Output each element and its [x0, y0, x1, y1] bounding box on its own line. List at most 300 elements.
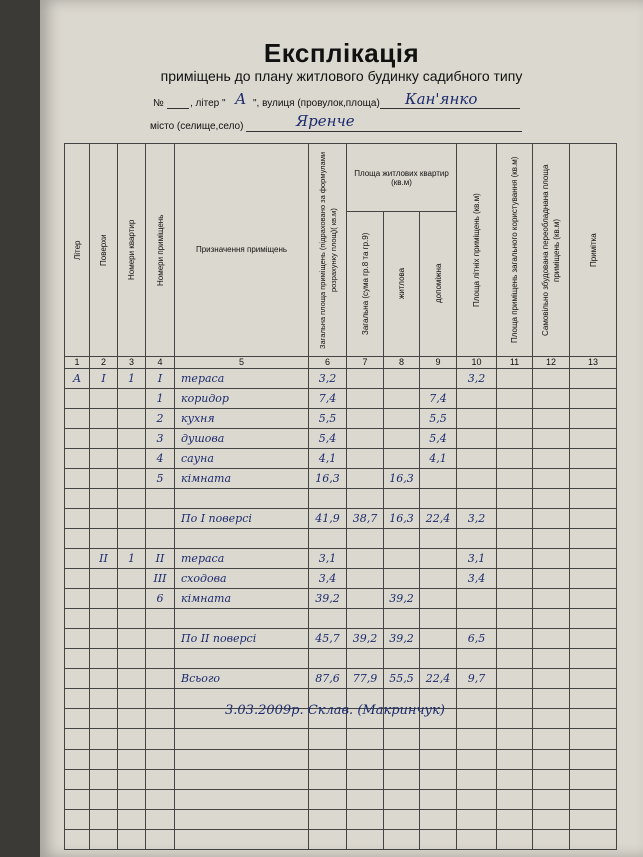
empty-cell: [533, 569, 570, 589]
col-number: 7: [347, 356, 384, 368]
table-row: [65, 428, 617, 448]
empty-cell: [175, 769, 309, 789]
empty-cell: [457, 769, 497, 789]
cell-value: III: [153, 572, 167, 586]
header-room-numbers: Номери приміщень: [155, 214, 165, 286]
empty-cell: [497, 428, 533, 448]
cell-c7: [347, 408, 384, 428]
cell-c2: [90, 508, 118, 528]
cell-c4: [146, 649, 175, 669]
street-label: ", вулиця (провулок,площа): [253, 98, 380, 109]
empty-cell: [457, 829, 497, 849]
empty-row: [65, 789, 617, 809]
cell-c10: [457, 549, 497, 569]
empty-cell: [570, 448, 617, 468]
cell-c2: [90, 468, 118, 488]
empty-cell: [497, 508, 533, 528]
empty-cell: [146, 729, 175, 749]
cell-c8: [384, 569, 420, 589]
empty-cell: [570, 508, 617, 528]
empty-cell: [570, 749, 617, 769]
empty-cell: [533, 368, 570, 388]
cell-c2: [90, 549, 118, 569]
col-number: 11: [497, 356, 533, 368]
cell-c6: [309, 408, 347, 428]
empty-cell: [118, 749, 146, 769]
cell-c5: [175, 428, 309, 448]
header-note: Примітка: [588, 232, 598, 267]
empty-cell: [570, 549, 617, 569]
city-blank: [246, 117, 522, 132]
cell-c10: [457, 508, 497, 528]
cell-c1: [65, 508, 90, 528]
cell-value: 3,1: [318, 552, 337, 566]
cell-value: 5,5: [318, 411, 337, 425]
cell-c3: [118, 649, 146, 669]
empty-cell: [497, 529, 533, 549]
cell-value: сходова: [181, 572, 227, 586]
cell-c2: [90, 448, 118, 468]
empty-cell: [533, 468, 570, 488]
empty-cell: [457, 689, 497, 709]
cell-value: кімната: [181, 592, 231, 606]
empty-cell: [497, 388, 533, 408]
cell-c1: [65, 669, 90, 689]
empty-row: [65, 729, 617, 749]
cell-c6: [309, 448, 347, 468]
empty-cell: [118, 829, 146, 849]
cell-c5: [175, 609, 309, 629]
cell-c7: [347, 448, 384, 468]
empty-cell: [533, 829, 570, 849]
cell-c3: [118, 448, 146, 468]
cell-c9: [420, 589, 457, 609]
empty-cell: [533, 789, 570, 809]
cell-c3: [118, 428, 146, 448]
empty-cell: [457, 789, 497, 809]
cell-c10: [457, 468, 497, 488]
empty-cell: [309, 749, 347, 769]
cell-c2: [90, 649, 118, 669]
cell-c2: [90, 428, 118, 448]
cell-c7: [347, 368, 384, 388]
header-total-area: Загальна площа приміщень (підраховано за формулами розрахунку площ)( кв.м): [317, 151, 338, 349]
cell-c8: [384, 428, 420, 448]
empty-cell: [533, 669, 570, 689]
empty-cell: [457, 749, 497, 769]
empty-cell: [65, 789, 90, 809]
cell-c6: [309, 488, 347, 508]
cell-c8: [384, 448, 420, 468]
empty-cell: [497, 789, 533, 809]
empty-cell: [533, 549, 570, 569]
table-row: [65, 408, 617, 428]
cell-c10: [457, 609, 497, 629]
header-living-area-group: Площа житлових квартир (кв.м): [354, 168, 449, 187]
empty-cell: [570, 769, 617, 789]
empty-row: [65, 749, 617, 769]
empty-cell: [175, 749, 309, 769]
empty-cell: [146, 809, 175, 829]
cell-c2: [90, 629, 118, 649]
empty-cell: [533, 408, 570, 428]
col-number: 13: [570, 356, 617, 368]
empty-cell: [347, 829, 384, 849]
cell-c9: [420, 669, 457, 689]
col-number: 1: [65, 356, 90, 368]
cell-c7: [347, 468, 384, 488]
cell-c8: [384, 549, 420, 569]
cell-value: 5: [156, 471, 164, 485]
cell-c9: [420, 408, 457, 428]
cell-value: 4: [156, 451, 164, 465]
cell-c9: [420, 448, 457, 468]
empty-cell: [497, 488, 533, 508]
cell-c5: [175, 508, 309, 528]
empty-cell: [90, 789, 118, 809]
cell-c1: [65, 549, 90, 569]
empty-cell: [570, 589, 617, 609]
empty-cell: [533, 809, 570, 829]
cell-value: 39,2: [315, 592, 340, 606]
empty-cell: [420, 769, 457, 789]
empty-cell: [533, 448, 570, 468]
cell-c5: [175, 669, 309, 689]
empty-cell: [175, 729, 309, 749]
empty-cell: [570, 689, 617, 709]
cell-c8: [384, 508, 420, 528]
empty-cell: [65, 689, 90, 709]
empty-cell: [420, 729, 457, 749]
cell-c4: [146, 428, 175, 448]
cell-value: 1: [128, 371, 135, 385]
cell-value: 7,4: [429, 391, 447, 405]
table-row: [65, 388, 617, 408]
cell-c6: [309, 609, 347, 629]
empty-row: [65, 829, 617, 849]
cell-value: II: [99, 552, 108, 566]
table-row: [65, 549, 617, 569]
table-row: [65, 629, 617, 649]
cell-value: коридор: [181, 391, 229, 405]
cell-c2: [90, 488, 118, 508]
cell-c10: [457, 589, 497, 609]
empty-cell: [65, 729, 90, 749]
table-row: [65, 368, 617, 388]
empty-cell: [497, 809, 533, 829]
number-blank: [167, 94, 189, 109]
cell-c3: [118, 589, 146, 609]
empty-cell: [497, 589, 533, 609]
cell-c5: [175, 388, 309, 408]
empty-cell: [570, 428, 617, 448]
empty-cell: [175, 789, 309, 809]
cell-c8: [384, 408, 420, 428]
cell-c5: [175, 529, 309, 549]
cell-c9: [420, 468, 457, 488]
cell-c4: [146, 629, 175, 649]
empty-cell: [309, 829, 347, 849]
cell-c3: [118, 468, 146, 488]
empty-cell: [533, 629, 570, 649]
empty-cell: [347, 769, 384, 789]
cell-value: 5,5: [429, 411, 447, 425]
cell-c2: [90, 388, 118, 408]
cell-value: 9,7: [467, 672, 486, 686]
cell-c10: [457, 428, 497, 448]
cell-value: 1: [128, 552, 135, 566]
cell-c4: [146, 488, 175, 508]
empty-cell: [497, 408, 533, 428]
cell-c6: [309, 569, 347, 589]
cell-c5: [175, 488, 309, 508]
cell-c1: [65, 428, 90, 448]
cell-c6: [309, 508, 347, 528]
cell-value: 5,4: [429, 431, 447, 445]
col-number: 10: [457, 356, 497, 368]
cell-value: 6: [156, 592, 164, 606]
empty-cell: [65, 809, 90, 829]
col-number: 12: [533, 356, 570, 368]
cell-c7: [347, 529, 384, 549]
header-apartment-numbers: Номери квартир: [127, 219, 136, 280]
cell-value: 77,9: [352, 672, 378, 686]
cell-c3: [118, 529, 146, 549]
cell-c1: [65, 569, 90, 589]
cell-c1: [65, 589, 90, 609]
empty-cell: [146, 689, 175, 709]
cell-c8: [384, 368, 420, 388]
cell-c10: [457, 368, 497, 388]
empty-cell: [118, 789, 146, 809]
col-number: 4: [146, 356, 175, 368]
cell-c9: [420, 508, 457, 528]
cell-c9: [420, 609, 457, 629]
cell-c9: [420, 649, 457, 669]
cell-c2: [90, 569, 118, 589]
cell-c9: [420, 428, 457, 448]
cell-value: 45,7: [315, 632, 340, 646]
cell-c6: [309, 388, 347, 408]
empty-cell: [384, 809, 420, 829]
cell-c1: [65, 448, 90, 468]
empty-cell: [384, 789, 420, 809]
table-row: [65, 529, 617, 549]
empty-cell: [65, 769, 90, 789]
cell-c1: [65, 529, 90, 549]
empty-cell: [90, 709, 118, 729]
empty-cell: [497, 468, 533, 488]
cell-c8: [384, 609, 420, 629]
cell-c1: [65, 609, 90, 629]
empty-cell: [533, 529, 570, 549]
empty-cell: [175, 829, 309, 849]
cell-c2: [90, 408, 118, 428]
empty-cell: [533, 689, 570, 709]
cell-c10: [457, 669, 497, 689]
cell-c4: [146, 669, 175, 689]
cell-c4: [146, 508, 175, 528]
cell-value: 22,4: [425, 511, 451, 525]
empty-cell: [570, 629, 617, 649]
cell-value: 5,4: [318, 431, 337, 445]
cell-c6: [309, 629, 347, 649]
empty-cell: [533, 589, 570, 609]
empty-cell: [570, 368, 617, 388]
empty-cell: [570, 649, 617, 669]
cell-value: Всього: [181, 672, 221, 686]
empty-cell: [533, 488, 570, 508]
cell-value: 41,9: [315, 511, 340, 525]
cell-c9: [420, 549, 457, 569]
empty-cell: [497, 609, 533, 629]
signature-line: 3.03.2009р. Склав. (Макринчук): [225, 703, 445, 718]
cell-c8: [384, 669, 420, 689]
empty-cell: [309, 729, 347, 749]
cell-value: По II поверсі: [181, 632, 257, 646]
header-summer-area: Площа літніх приміщень (кв.м): [472, 192, 482, 307]
empty-cell: [497, 689, 533, 709]
cell-value: 7,4: [318, 391, 337, 405]
cell-c4: [146, 609, 175, 629]
cell-value: 3,1: [467, 552, 486, 566]
cell-c6: [309, 368, 347, 388]
empty-cell: [497, 769, 533, 789]
table-row: [65, 569, 617, 589]
cell-value: 39,2: [352, 632, 378, 646]
table-row: [65, 448, 617, 468]
empty-cell: [497, 448, 533, 468]
cell-c5: [175, 549, 309, 569]
empty-cell: [497, 749, 533, 769]
cell-c4: [146, 589, 175, 609]
header-auxiliary: допоміжна: [433, 264, 443, 304]
empty-cell: [570, 468, 617, 488]
empty-cell: [347, 809, 384, 829]
cell-c2: [90, 529, 118, 549]
header-liter: Літер: [72, 240, 82, 260]
empty-cell: [309, 789, 347, 809]
empty-cell: [65, 829, 90, 849]
cell-value: 87,6: [315, 672, 340, 686]
empty-cell: [146, 829, 175, 849]
cell-value: 4,1: [318, 451, 337, 465]
cell-c4: [146, 408, 175, 428]
cell-c7: [347, 609, 384, 629]
cell-c6: [309, 589, 347, 609]
empty-cell: [533, 709, 570, 729]
cell-value: 16,3: [315, 471, 340, 485]
cell-c7: [347, 629, 384, 649]
cell-c10: [457, 629, 497, 649]
cell-c2: [90, 669, 118, 689]
cell-c7: [347, 569, 384, 589]
col-number: 8: [384, 356, 420, 368]
empty-cell: [497, 829, 533, 849]
cell-c7: [347, 589, 384, 609]
liter-value: А: [235, 90, 247, 108]
table-row: [65, 609, 617, 629]
cell-c8: [384, 629, 420, 649]
empty-cell: [497, 569, 533, 589]
cell-value: 16,3: [389, 471, 414, 485]
cell-c5: [175, 468, 309, 488]
cell-c3: [118, 629, 146, 649]
cell-value: кухня: [181, 411, 215, 425]
cell-c4: [146, 368, 175, 388]
cell-value: 4,1: [429, 451, 447, 465]
city-label: місто (селище,село): [150, 121, 244, 132]
empty-cell: [570, 408, 617, 428]
cell-c5: [175, 589, 309, 609]
cell-c4: [146, 569, 175, 589]
cell-c8: [384, 649, 420, 669]
cell-c9: [420, 629, 457, 649]
cell-c7: [347, 488, 384, 508]
empty-cell: [570, 488, 617, 508]
cell-value: А: [72, 371, 82, 385]
cell-c9: [420, 388, 457, 408]
empty-cell: [497, 629, 533, 649]
empty-cell: [570, 529, 617, 549]
empty-cell: [570, 829, 617, 849]
cell-c9: [420, 488, 457, 508]
cell-value: 2: [156, 411, 164, 425]
cell-value: По I поверсі: [181, 511, 252, 525]
empty-cell: [384, 829, 420, 849]
cell-value: 3,2: [467, 511, 486, 525]
cell-c1: [65, 368, 90, 388]
table-row: [65, 468, 617, 488]
document-subtitle: приміщень до плану житлового будинку садибного типу: [160, 68, 523, 84]
cell-c8: [384, 589, 420, 609]
empty-cell: [90, 689, 118, 709]
cell-c1: [65, 408, 90, 428]
empty-cell: [570, 609, 617, 629]
liter-label: , літер ": [190, 98, 226, 109]
cell-c6: [309, 649, 347, 669]
column-numbers-row: [65, 356, 617, 368]
empty-cell: [384, 729, 420, 749]
empty-cell: [533, 428, 570, 448]
cell-c7: [347, 508, 384, 528]
empty-cell: [90, 829, 118, 849]
cell-value: 3,4: [467, 572, 486, 586]
cell-c3: [118, 669, 146, 689]
cell-c7: [347, 388, 384, 408]
cell-c5: [175, 569, 309, 589]
city-value: Яренче: [296, 112, 355, 130]
empty-cell: [497, 649, 533, 669]
col-number: 2: [90, 356, 118, 368]
header-living-total: Загальна (сума гр.8 та гр.9): [360, 232, 370, 336]
table-row: [65, 488, 617, 508]
empty-cell: [175, 809, 309, 829]
empty-cell: [570, 569, 617, 589]
cell-value: 3,2: [318, 371, 337, 385]
empty-cell: [118, 709, 146, 729]
cell-value: тераса: [181, 371, 225, 385]
cell-c8: [384, 488, 420, 508]
cell-c6: [309, 529, 347, 549]
cell-c1: [65, 649, 90, 669]
col-number: 6: [309, 356, 347, 368]
empty-cell: [497, 729, 533, 749]
header-common-area: Площа приміщень загального користування (кв.м): [510, 156, 520, 344]
cell-c2: [90, 368, 118, 388]
cell-c4: [146, 549, 175, 569]
empty-cell: [497, 709, 533, 729]
